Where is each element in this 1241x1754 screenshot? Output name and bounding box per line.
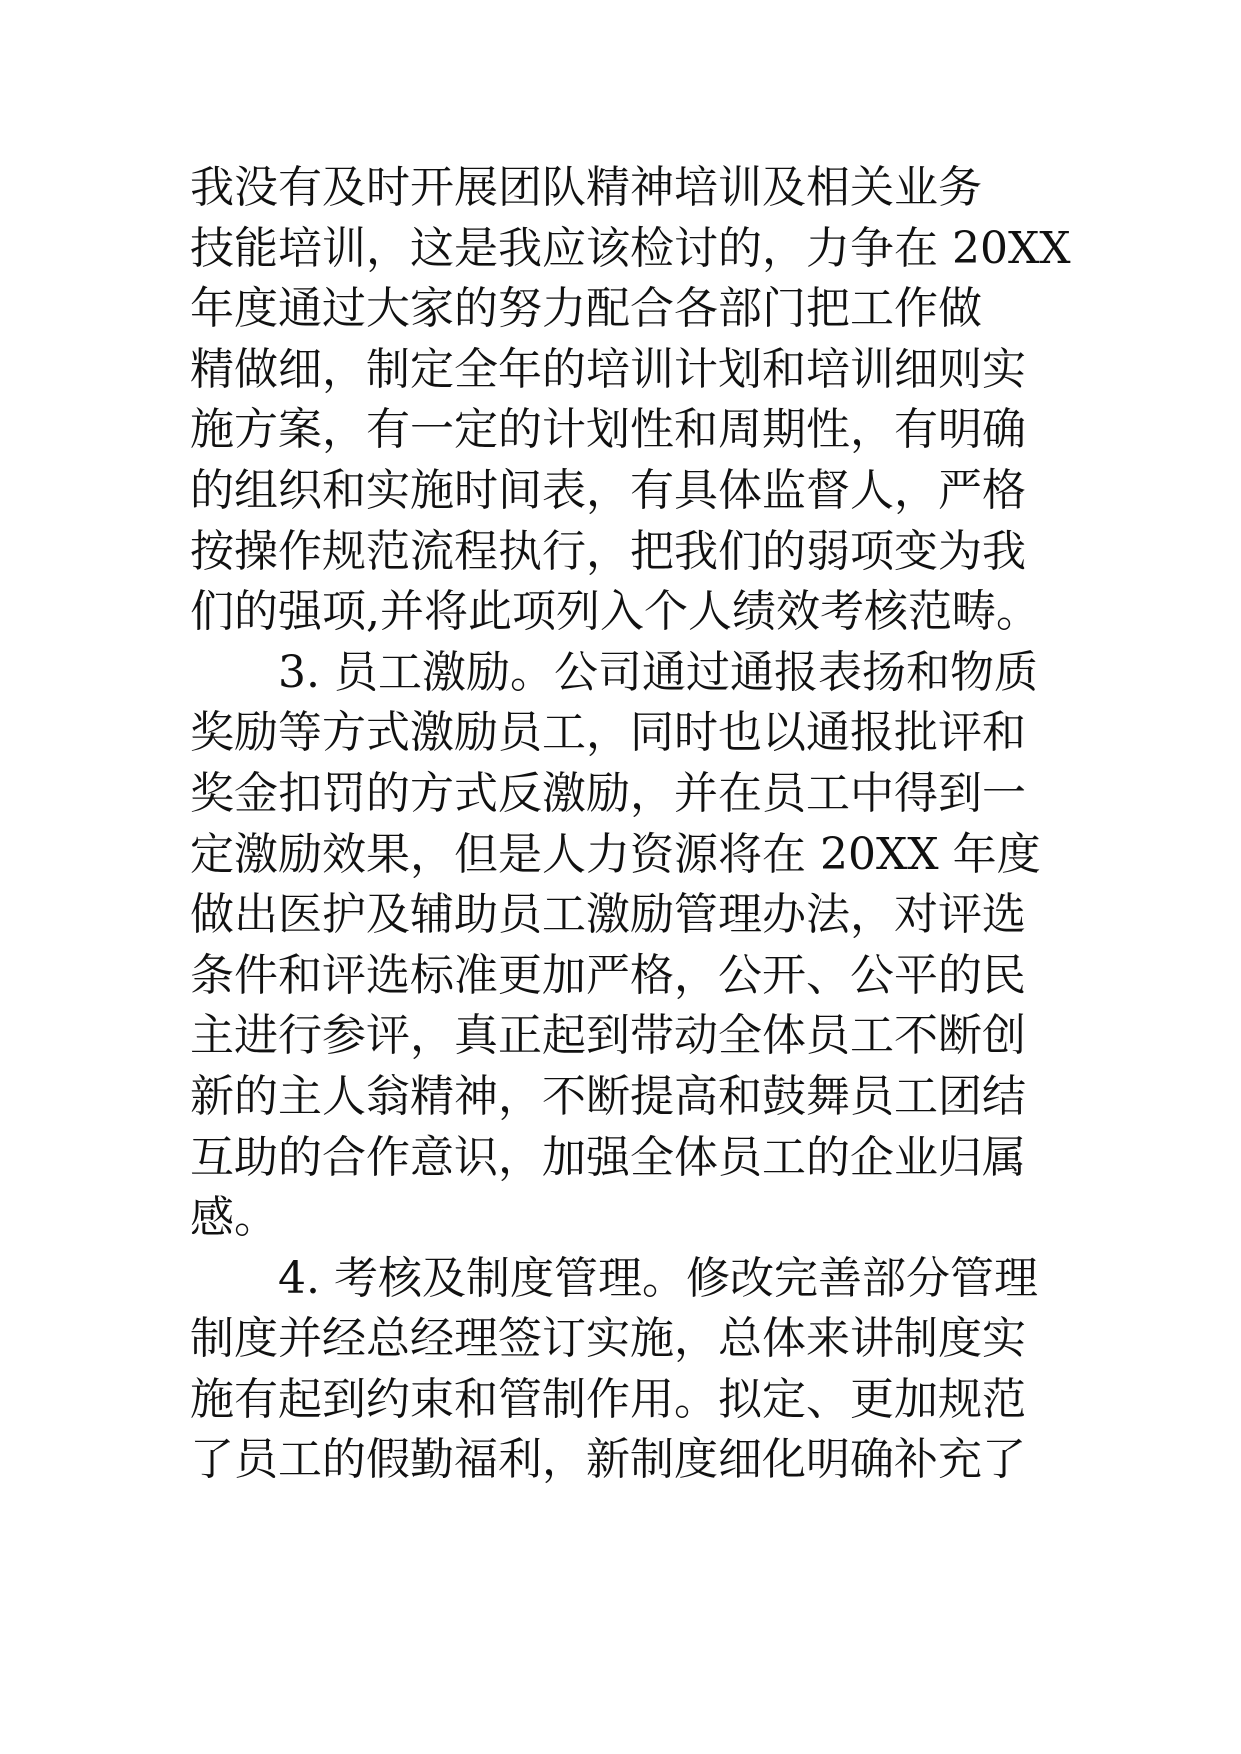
text-line: 按操作规范流程执行，把我们的弱项变为我 xyxy=(190,525,1026,577)
text-line: 技能培训，这是我应该检讨的，力争在 20XX xyxy=(190,222,1071,274)
text-line: 我没有及时开展团队精神培训及相关业务 xyxy=(190,162,982,213)
text-line: 主进行参评，真正起到带动全体员工不断创 xyxy=(190,1010,1026,1062)
text-line: 感。 xyxy=(190,1192,278,1244)
paragraph-4-start: 4. 考核及制度管理。修改完善部分管理 xyxy=(190,1252,1038,1304)
text-line: 制度并经总经理签订实施，总体来讲制度实 xyxy=(190,1313,1026,1365)
text-line: 的组织和实施时间表，有具体监督人，严格 xyxy=(190,464,1026,516)
text-line: 奖金扣罚的方式反激励，并在员工中得到一 xyxy=(190,767,1026,819)
text-line: 新的主人翁精神，不断提高和鼓舞员工团结 xyxy=(190,1070,1026,1122)
text-line: 做出医护及辅助员工激励管理办法，对评选 xyxy=(190,889,1026,941)
text-line: 了员工的假勤福利，新制度细化明确补充了 xyxy=(190,1434,1026,1486)
text-line: 精做细，制定全年的培训计划和培训细则实 xyxy=(190,343,1026,395)
text-line: 施方案，有一定的计划性和周期性，有明确 xyxy=(190,404,1026,456)
text-line: 们的强项,并将此项列入个人绩效考核范畴。 xyxy=(190,586,1040,638)
paragraph-3-start: 3. 员工激励。公司通过通报表扬和物质 xyxy=(190,646,1038,698)
document-body xyxy=(190,158,1070,1491)
text-line: 互助的合作意识，加强全体员工的企业归属 xyxy=(190,1131,1026,1183)
text-line: 施有起到约束和管制作用。拟定、更加规范 xyxy=(190,1373,1026,1425)
text-line: 年度通过大家的努力配合各部门把工作做 xyxy=(190,283,982,335)
text-line: 条件和评选标准更加严格，公开、公平的民 xyxy=(190,949,1026,1001)
text-line: 定激励效果，但是人力资源将在 20XX 年度 xyxy=(190,828,1041,880)
text-line: 奖励等方式激励员工，同时也以通报批评和 xyxy=(190,707,1026,759)
